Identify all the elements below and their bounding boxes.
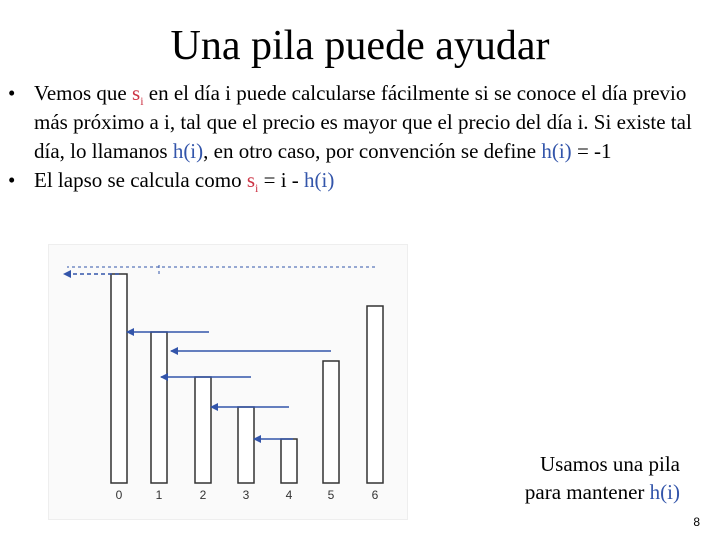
page-number: 8 — [693, 515, 700, 529]
caption-line-2-text: para mantener — [524, 480, 650, 504]
h-function: h(i) — [304, 168, 335, 192]
bullet1-text-a: Vemos que — [34, 81, 132, 105]
span-symbol: s — [132, 81, 141, 105]
caption — [430, 450, 680, 506]
h-function: h(i) — [649, 480, 680, 504]
bullet-item-span-formula — [8, 166, 698, 195]
bullet2-text-b: = i - — [258, 168, 305, 192]
bullet-icon: • — [8, 168, 16, 192]
h-function: h(i) — [172, 139, 204, 163]
caption-line-2 — [430, 478, 680, 506]
bar-day-0 — [111, 274, 127, 483]
span-subscript: i — [140, 94, 144, 109]
x-label-3: 3 — [242, 488, 250, 502]
bar-day-1 — [151, 332, 167, 483]
span-subscript: i — [255, 181, 259, 196]
caption-line-1: Usamos una pila — [540, 452, 680, 476]
bullet1-text-c: , en otro caso, por convención se define — [203, 139, 542, 163]
bar-day-4 — [281, 439, 297, 483]
x-label-4: 4 — [285, 488, 293, 502]
bullet-list — [8, 79, 698, 195]
x-label-6: 6 — [371, 488, 379, 502]
bullet1-text-b: en el día i puede calcularse fácilmente si se conoce el día previo más próximo a i, tal que el precio es mayor que el precio del día i. Si existe tal día, lo llamanos — [34, 81, 692, 163]
x-label-1: 1 — [155, 488, 163, 502]
slide-title: Una pila puede ayudar — [170, 23, 550, 69]
bar-day-5 — [323, 361, 339, 483]
bar-day-6 — [367, 306, 383, 483]
h-function: h(i) — [541, 139, 572, 163]
bar-day-2 — [195, 377, 211, 483]
bar-day-3 — [238, 407, 254, 483]
stack-diagram — [48, 244, 408, 520]
bullet1-text-d: = -1 — [571, 139, 612, 163]
bullet-item-previous-day — [8, 79, 698, 166]
stack-diagram-svg — [49, 245, 409, 521]
x-label-2: 2 — [199, 488, 207, 502]
span-symbol: s — [246, 168, 256, 192]
x-label-0: 0 — [115, 488, 123, 502]
x-label-5: 5 — [327, 488, 335, 502]
bullet-icon: • — [8, 81, 16, 105]
bullet2-text-a: El lapso se calcula como — [34, 168, 247, 192]
